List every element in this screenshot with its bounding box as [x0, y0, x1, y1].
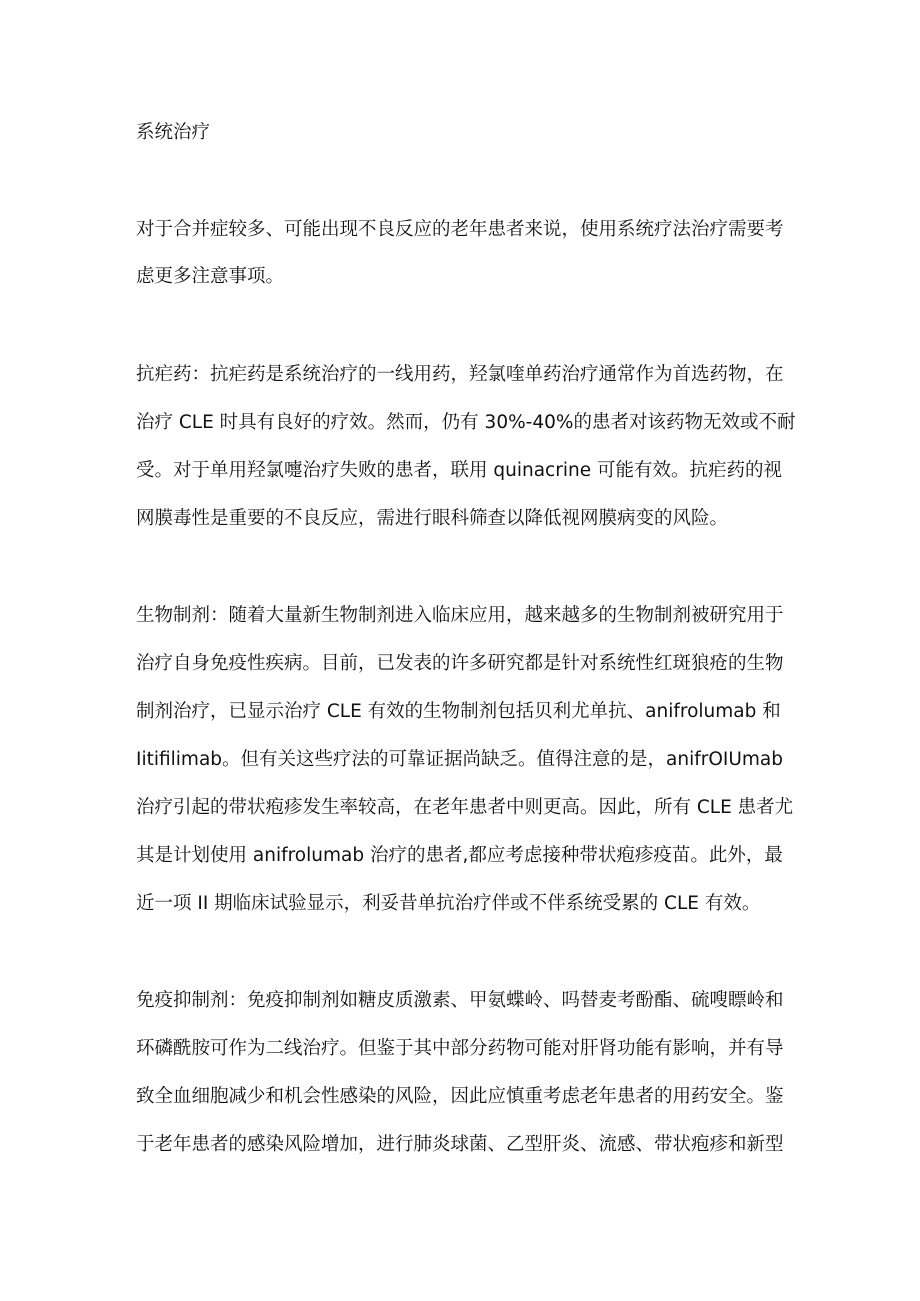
paragraph-2-line-1: 抗疟药：抗疟药是系统治疗的一线用药，羟氯喹单药治疗通常作为首选药物，在	[136, 364, 784, 385]
paragraph-4-line-1: 免疫抑制剂：免疫抑制剂如糖皮质激素、甲氨蝶岭、吗替麦考酚酯、硫嗖瞟岭和	[136, 990, 784, 1011]
paragraph-1-line-1: 对于合并症较多、可能出现不良反应的老年患者来说，使用系统疗法治疗需要考	[136, 219, 784, 240]
paragraph-3-line-1: 生物制剂：随着大量新生物制剂进入临床应用，越来越多的生物制剂被研究用于	[136, 605, 784, 626]
paragraph-3-line-6: 其是计划使用 anifrolumab 治疗的患者,都应考虑接种带状疱疹疫苗。此外，最	[136, 845, 783, 866]
section-heading: 系统治疗	[136, 122, 211, 143]
paragraph-3-line-2: 治疗自身免疫性疾病。目前，已发表的许多研究都是针对系统性红斑狼疮的生物	[136, 653, 784, 674]
paragraph-4-line-3: 致全血细胞减少和机会性感染的风险，因此应慎重考虑老年患者的用药安全。鉴	[136, 1086, 784, 1107]
paragraph-4-line-4: 于老年患者的感染风险增加，进行肺炎球菌、乙型肝炎、流感、带状疱疹和新型	[136, 1134, 784, 1155]
paragraph-1-line-2: 虑更多注意事项。	[136, 266, 285, 287]
paragraph-2-line-4: 网膜毒性是重要的不良反应，需进行眼科筛查以降低视网膜病变的风险。	[136, 508, 729, 529]
paragraph-2-line-2: 治疗 CLE 时具有良好的疗效。然而，仍有 30%-40%的患者对该药物无效或不耐	[136, 412, 796, 433]
paragraph-3-line-4: Iitifilimab。但有关这些疗法的可靠证据尚缺乏。值得注意的是，anifrOIUmab	[136, 749, 784, 770]
paragraph-4-line-2: 环磷酰胺可作为二线治疗。但鉴于其中部分药物可能对肝肾功能有影响，并有导	[136, 1038, 784, 1059]
paragraph-3-line-7: 近一项 II 期临床试验显示，利妥昔单抗治疗伴或不伴系统受累的 CLE 有效。	[136, 893, 761, 914]
paragraph-3-line-3: 制剂治疗，已显示治疗 CLE 有效的生物制剂包括贝利尤单抗、anifrolumab 和	[136, 701, 781, 722]
paragraph-3-line-5: 治疗引起的带状疱疹发生率较高，在老年患者中则更高。因此，所有 CLE 患者尤	[136, 797, 794, 818]
paragraph-2-line-3: 受。对于单用羟氯嚏治疗失败的患者，联用 quinacrine 可能有效。抗疟药的视	[136, 460, 782, 481]
